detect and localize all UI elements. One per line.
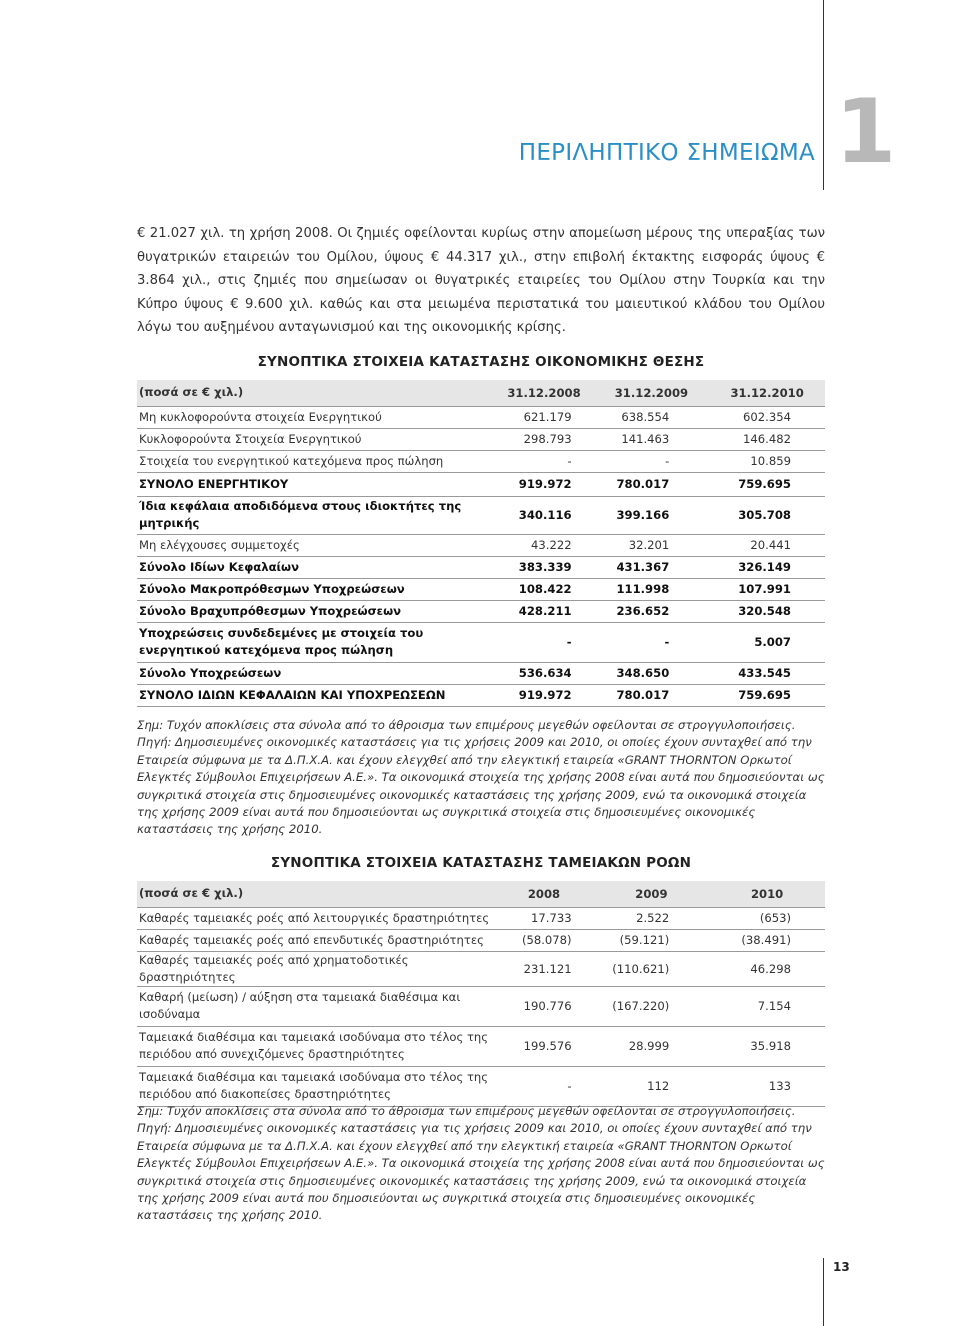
cashflow-header-row <box>137 881 825 907</box>
cashflow-row <box>137 907 825 929</box>
chapter-number: 1 <box>835 80 897 183</box>
cashflow-title: ΣΥΝΟΠΤΙΚΑ ΣΤΟΙΧΕΙΑ ΚΑΤΑΣΤΑΣΗΣ ΤΑΜΕΙΑΚΩΝ ΡΟΩΝ <box>270 855 692 871</box>
cashflow-row-value: (653) <box>709 907 825 929</box>
intro-paragraph: € 21.027 χιλ. τη χρήση 2008. Οι ζημιές οφείλονται κυρίως στην απομείωση μέρους της υπεραξίας των θυγατρικών εταιρειών του Ομίλου, ύψους € 44.317 χιλ., στην επιβολή έκτακτης εισφοράς ύψους € 3.864 χιλ., στις ζημιές που σημείωσαν οι θυγατρικές εταιρείες του Ομίλου στην Τουρκία και την Κύπρο ύψους € 9.600 χιλ. καθώς και στα μειωμένα περιστατικά του μαιευτικού κλάδου του Ομίλου λόγω του αυξημένου ανταγωνισμού και της οικονομικής κρίσης. <box>137 226 825 335</box>
header-divider <box>823 0 824 190</box>
balance-row <box>137 578 825 600</box>
balance-row-value: 111.998 <box>594 578 710 600</box>
balance-row-value: 621.179 <box>494 406 593 428</box>
cashflow-row-value: 199.576 <box>494 1026 593 1066</box>
cashflow-row-value: (59.121) <box>594 929 710 951</box>
cashflow-col-2008: 2008 <box>494 881 593 907</box>
balance-row-value: 919.972 <box>494 472 593 496</box>
cashflow-row-label: Καθαρές ταμειακές ροές από επενδυτικές δραστηριότητες <box>137 929 494 951</box>
cashflow-row <box>137 929 825 951</box>
balance-row-label: Υποχρεώσεις συνδεδεμένες με στοιχεία του ενεργητικού κατεχόμενα προς πώληση <box>137 622 494 662</box>
balance-row-value: 780.017 <box>594 472 710 496</box>
balance-row-value: 759.695 <box>709 472 825 496</box>
balance-row-value: 340.116 <box>494 496 593 534</box>
balance-row-value: - <box>494 622 593 662</box>
cashflow-row-value: 112 <box>594 1066 710 1106</box>
balance-row-value: 236.652 <box>594 600 710 622</box>
balance-row <box>137 556 825 578</box>
balance-row-value: 107.991 <box>709 578 825 600</box>
cashflow-row-value: 231.121 <box>494 951 593 986</box>
cashflow-row-value: - <box>494 1066 593 1106</box>
balance-row-value: 32.201 <box>594 534 710 556</box>
balance-row-label: Κυκλοφορούντα Στοιχεία Ενεργητικού <box>137 428 494 450</box>
cashflow-row-value: 190.776 <box>494 986 593 1026</box>
balance-row <box>137 684 825 706</box>
balance-row-value: 428.211 <box>494 600 593 622</box>
cashflow-row-label: Ταμειακά διαθέσιμα και ταμειακά ισοδύναμα στο τέλος της περιόδου από συνεχιζόμενες δραστηριότητες <box>137 1026 494 1066</box>
cashflow-unit-label: (ποσά σε € χιλ.) <box>137 881 494 907</box>
balance-row-label: Στοιχεία του ενεργητικού κατεχόμενα προς πώληση <box>137 450 494 472</box>
cashflow-row-label: Καθαρές ταμειακές ροές από χρηματοδοτικές δραστηριότητες <box>137 951 494 986</box>
cashflow-note-text: Σημ: Τυχόν αποκλίσεις στα σύνολα από το άθροισμα των επιμέρους μεγεθών οφείλονται σε στρογγυλοποιήσεις. Πηγή: Δημοσιευμένες οικονομικές καταστάσεις για τις χρήσεις 2009 και 2010, οι οποίες έχουν συνταχθεί από την Εταιρεία σύμφωνα με τα Δ.Π.Χ.Α. και έχουν ελεγχθεί από την ελεγκτική εταιρεία «GRANT THORNTON Ορκωτοί Ελεγκτές Σύμβουλοι Επιχειρήσεων Α.Ε.». Τα οικονομικά στοιχεία της χρήσης 2008 είναι αυτά που δημοσιεύονται ως συγκριτικά στοιχεία στις δημοσιευμένες οικονομικές καταστάσεις της χρήσης 2009, ενώ τα οικονομικά στοιχεία της χρήσης 2009 είναι αυτά που δημοσιεύονται ως συγκριτικά στοιχεία στις δημοσιευμένες οικονομικές καταστάσεις της χρήσης 2010. <box>137 1104 825 1223</box>
balance-row-value: 326.149 <box>709 556 825 578</box>
balance-row-label: ΣΥΝΟΛΟ ΕΝΕΡΓΗΤΙΚΟΥ <box>137 472 494 496</box>
balance-row-value: - <box>594 450 710 472</box>
cashflow-row-value: 35.918 <box>709 1026 825 1066</box>
cashflow-row-label: Ταμειακά διαθέσιμα και ταμειακά ισοδύναμα στο τέλος της περιόδου από διακοπείσες δραστηριότητες <box>137 1066 494 1106</box>
cashflow-col-2010: 2010 <box>709 881 825 907</box>
cashflow-row-label: Καθαρές ταμειακές ροές από λειτουργικές δραστηριότητες <box>137 907 494 929</box>
balance-row-value: 348.650 <box>594 662 710 684</box>
cashflow-row-value: 28.999 <box>594 1026 710 1066</box>
balance-row-value: 536.634 <box>494 662 593 684</box>
balance-row-label: Μη κυκλοφορούντα στοιχεία Ενεργητικού <box>137 406 494 428</box>
balance-row-value: 108.422 <box>494 578 593 600</box>
balance-sheet-table <box>137 380 825 707</box>
balance-row-label: Μη ελέγχουσες συμμετοχές <box>137 534 494 556</box>
cashflow-note <box>137 1103 827 1225</box>
balance-row-value: 383.339 <box>494 556 593 578</box>
cashflow-row-value: (110.621) <box>594 951 710 986</box>
cashflow-row <box>137 1026 825 1066</box>
cashflow-table <box>137 881 825 1107</box>
balance-row-value: 638.554 <box>594 406 710 428</box>
cashflow-row-value: 7.154 <box>709 986 825 1026</box>
balance-note-text: Σημ: Τυχόν αποκλίσεις στα σύνολα από το άθροισμα των επιμέρους μεγεθών οφείλονται σε στρογγυλοποιήσεις. Πηγή: Δημοσιευμένες οικονομικές καταστάσεις για τις χρήσεις 2009 και 2010, οι οποίες έχουν συνταχθεί από την Εταιρεία σύμφωνα με τα Δ.Π.Χ.Α. και έχουν ελεγχθεί από την ελεγκτική εταιρεία «GRANT THORNTON Ορκωτοί Ελεγκτές Σύμβουλοι Επιχειρήσεων Α.Ε.». Τα οικονομικά στοιχεία της χρήσης 2008 είναι αυτά που δημοσιεύονται ως συγκριτικά στοιχεία στις δημοσιευμένες οικονομικές καταστάσεις της χρήσης 2009, ενώ τα οικονομικά στοιχεία της χρήσης 2009 είναι αυτά που δημοσιεύονται ως συγκριτικά στοιχεία στις δημοσιευμένες οικονομικές καταστάσεις της χρήσης 2010. <box>137 718 825 837</box>
cashflow-row-value: 46.298 <box>709 951 825 986</box>
balance-row <box>137 450 825 472</box>
balance-row-label: Σύνολο Μακροπρόθεσμων Υποχρεώσεων <box>137 578 494 600</box>
balance-row-value: 141.463 <box>594 428 710 450</box>
balance-row-value: 320.548 <box>709 600 825 622</box>
balance-row-value: 780.017 <box>594 684 710 706</box>
balance-col-2010: 31.12.2010 <box>709 380 825 406</box>
balance-row-value: 431.367 <box>594 556 710 578</box>
balance-row-value: 146.482 <box>709 428 825 450</box>
balance-sheet-note <box>137 717 827 839</box>
balance-row-value: 919.972 <box>494 684 593 706</box>
cashflow-row-value: 17.733 <box>494 907 593 929</box>
cashflow-row-value: (58.078) <box>494 929 593 951</box>
balance-row-value: 759.695 <box>709 684 825 706</box>
balance-unit-label: (ποσά σε € χιλ.) <box>137 380 494 406</box>
balance-row <box>137 534 825 556</box>
balance-row-value: 10.859 <box>709 450 825 472</box>
cashflow-row-value: 2.522 <box>594 907 710 929</box>
balance-row <box>137 662 825 684</box>
balance-row-value: 305.708 <box>709 496 825 534</box>
balance-sheet-title: ΣΥΝΟΠΤΙΚΑ ΣΤΟΙΧΕΙΑ ΚΑΤΑΣΤΑΣΗΣ ΟΙΚΟΝΟΜΙΚΗΣ ΘΕΣΗΣ <box>257 354 705 370</box>
balance-row-value: 298.793 <box>494 428 593 450</box>
balance-col-2009: 31.12.2009 <box>594 380 710 406</box>
balance-row-value: 602.354 <box>709 406 825 428</box>
balance-row-value: - <box>494 450 593 472</box>
balance-row-value: 20.441 <box>709 534 825 556</box>
balance-row <box>137 428 825 450</box>
balance-row-value: - <box>594 622 710 662</box>
balance-row <box>137 496 825 534</box>
balance-row <box>137 600 825 622</box>
page-number: 13 <box>833 1260 850 1274</box>
balance-header-row <box>137 380 825 406</box>
balance-row-label: Σύνολο Ιδίων Κεφαλαίων <box>137 556 494 578</box>
balance-row <box>137 472 825 496</box>
cashflow-col-2009: 2009 <box>594 881 710 907</box>
cashflow-row <box>137 1066 825 1106</box>
cashflow-row-value: (167.220) <box>594 986 710 1026</box>
cashflow-row-value: 133 <box>709 1066 825 1106</box>
balance-row-label: ΣΥΝΟΛΟ ΙΔΙΩΝ ΚΕΦΑΛΑΙΩΝ ΚΑΙ ΥΠΟΧΡΕΩΣΕΩΝ <box>137 684 494 706</box>
balance-row-value: 5.007 <box>709 622 825 662</box>
cashflow-row <box>137 951 825 986</box>
balance-row <box>137 622 825 662</box>
cashflow-row-label: Καθαρή (μείωση) / αύξηση στα ταμειακά διαθέσιμα και ισοδύναμα <box>137 986 494 1026</box>
balance-row <box>137 406 825 428</box>
balance-row-value: 433.545 <box>709 662 825 684</box>
balance-col-2008: 31.12.2008 <box>494 380 593 406</box>
page-title: ΠΕΡΙΛΗΠΤΙΚΟ ΣΗΜΕΙΩΜΑ <box>518 140 815 166</box>
balance-row-label: Ίδια κεφάλαια αποδιδόμενα στους ιδιοκτήτες της μητρικής <box>137 496 494 534</box>
balance-row-value: 43.222 <box>494 534 593 556</box>
balance-row-value: 399.166 <box>594 496 710 534</box>
cashflow-row <box>137 986 825 1026</box>
cashflow-row-value: (38.491) <box>709 929 825 951</box>
balance-row-label: Σύνολο Βραχυπρόθεσμων Υποχρεώσεων <box>137 600 494 622</box>
footer-divider <box>823 1258 824 1326</box>
balance-row-label: Σύνολο Υποχρεώσεων <box>137 662 494 684</box>
